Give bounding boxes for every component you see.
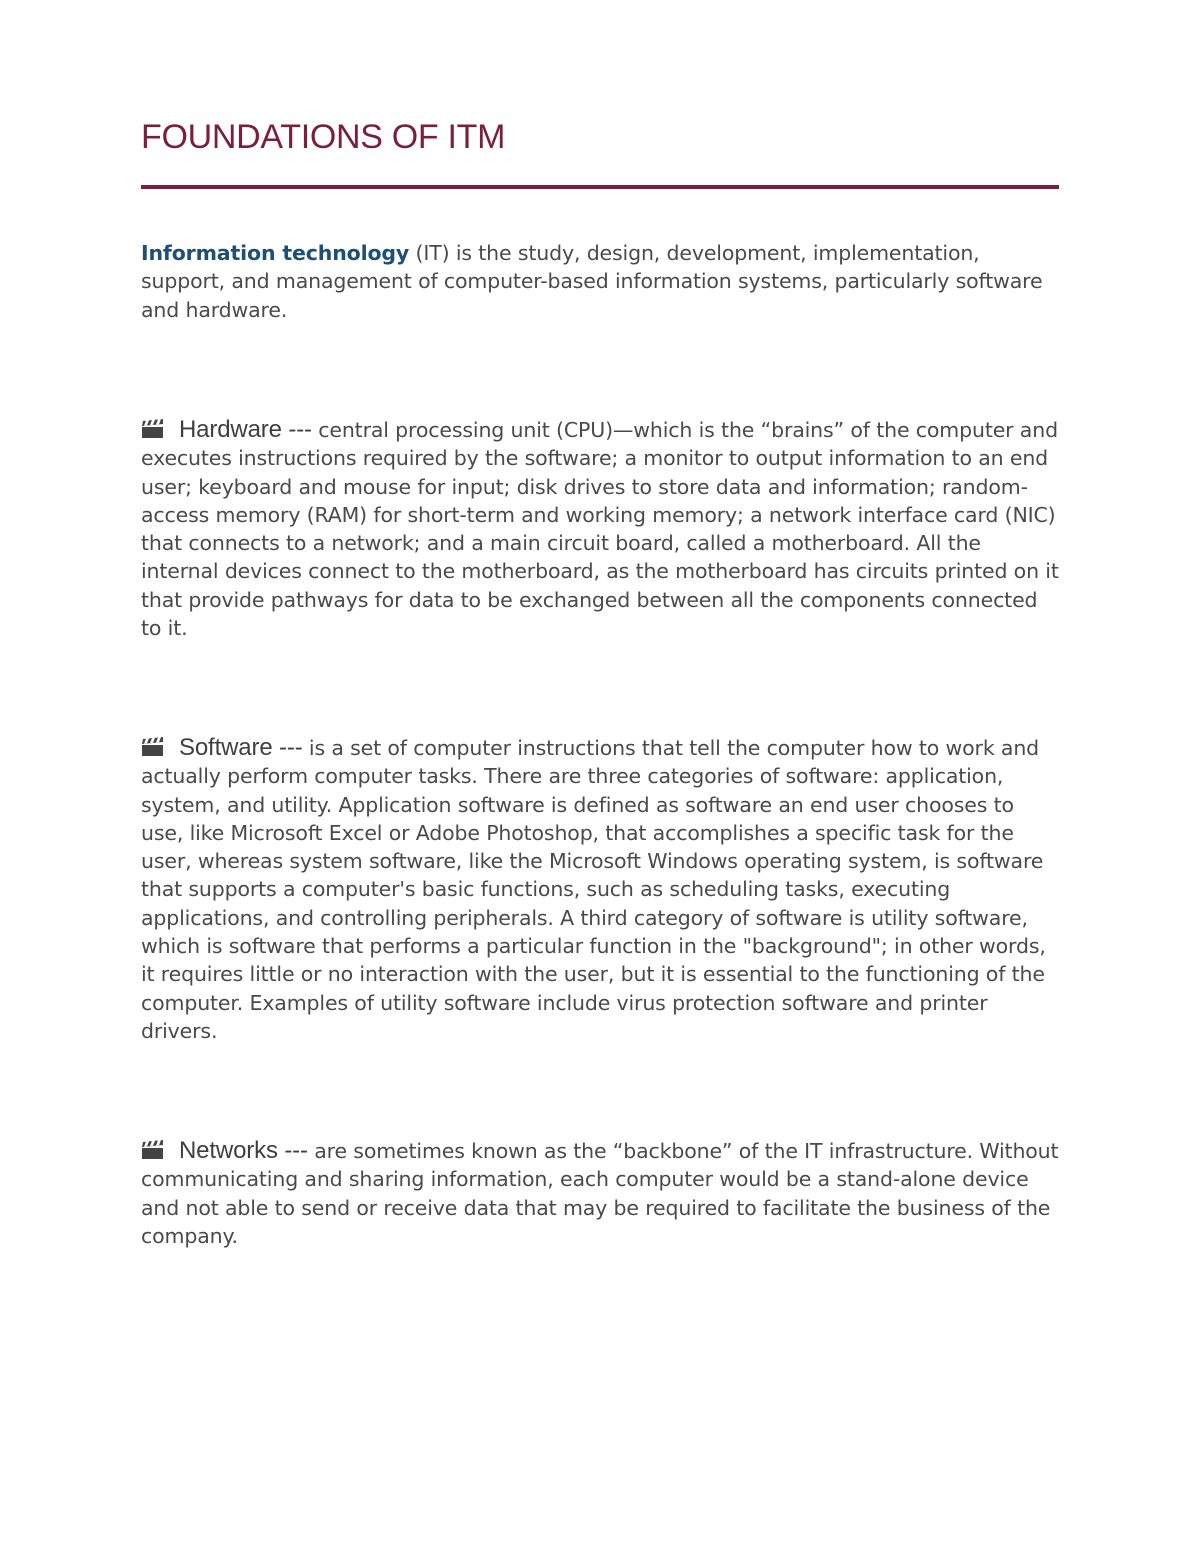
software-heading: Software --- xyxy=(179,734,303,761)
hardware-text: central processing unit (CPU)—which is the “brains” of the computer and executes instructions required by the software; a monitor to output information to an end user; keyboard and mouse for input; disk drives to store data and information; random-access memory (RAM) for short-term and working memory; a network interface card (NIC) that connects to a network; and a main circuit board, called a motherboard. All the internal devices connect to the motherboard, as the motherboard has circuits printed on it that provide pathways for data to be exchanged between all the components connected to it. xyxy=(141,418,1059,641)
networks-text: are sometimes known as the “backbone” of the IT infrastructure. Without communicating and sharing information, each computer would be a stand-alone device and not able to send or receive data that may be required to facilitate the business of the company. xyxy=(141,1139,1059,1248)
intro-paragraph xyxy=(141,239,1059,324)
networks-heading: Networks --- xyxy=(179,1137,308,1164)
title-underline xyxy=(141,185,1059,189)
hardware-paragraph xyxy=(141,416,1059,642)
hardware-heading: Hardware --- xyxy=(179,416,312,443)
software-text: is a set of computer instructions that tell the computer how to work and actually perform computer tasks. There are three categories of software: application, system, and utility. Application software is defined as software an end user chooses to use, like Microsoft Excel or Adobe Photoshop, that accomplishes a specific task for the user, whereas system software, like the Microsoft Windows operating system, is software that supports a computer's basic functions, such as scheduling tasks, executing applications, and controlling peripherals. A third category of software is utility software, which is software that performs a particular function in the "background"; in other words, it requires little or no interaction with the user, but it is essential to the functioning of the computer. Examples of utility software include virus protection software and printer drivers. xyxy=(141,736,1046,1043)
intro-term: Information technology xyxy=(141,241,410,265)
software-paragraph xyxy=(141,734,1059,1045)
document-title: FOUNDATIONS OF ITM xyxy=(141,118,506,156)
intro-text: (IT) is the study, design, development, implementation, support, and management of computer-based information systems, particularly software and hardware. xyxy=(141,241,1043,322)
clapperboard-icon xyxy=(141,736,165,756)
clapperboard-icon xyxy=(141,418,165,438)
networks-paragraph xyxy=(141,1137,1059,1250)
clapperboard-icon xyxy=(141,1139,165,1159)
